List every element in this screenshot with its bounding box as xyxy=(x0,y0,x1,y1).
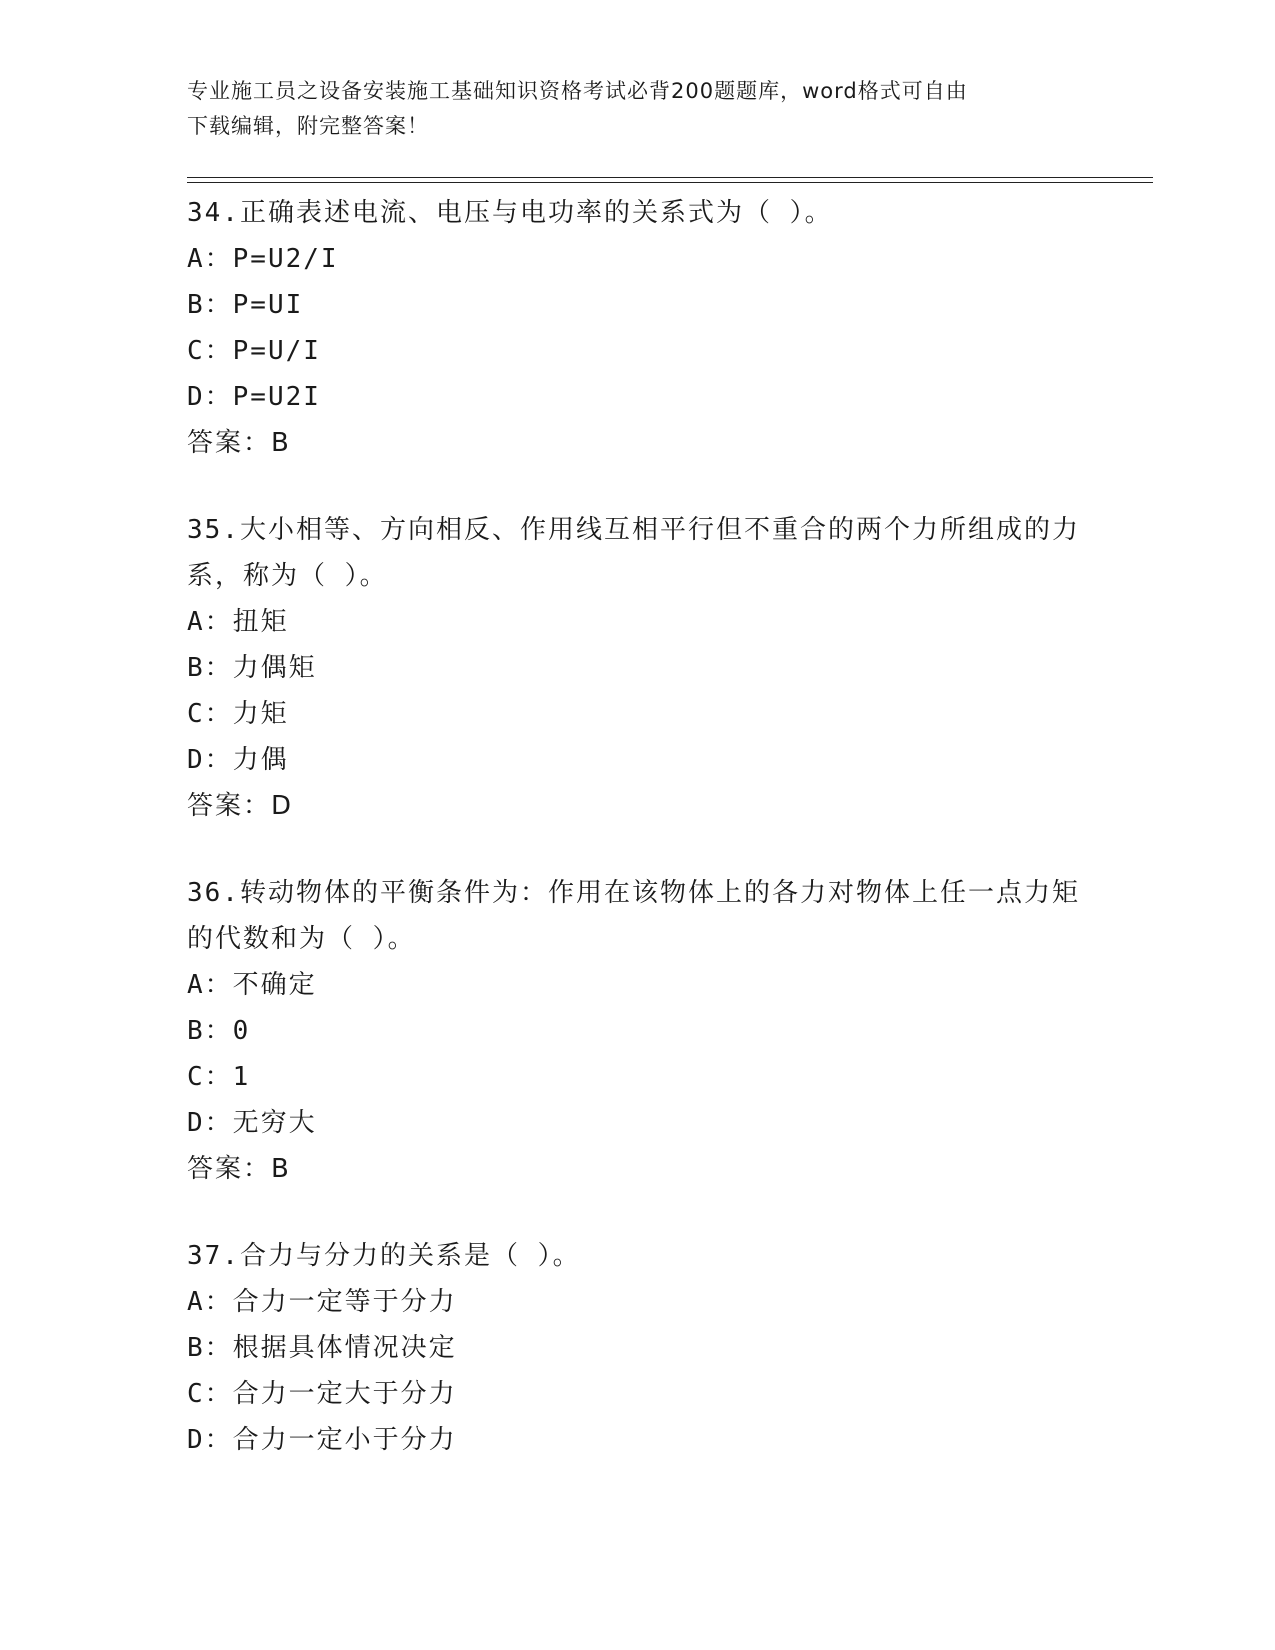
option-c: C：P=U/I xyxy=(187,336,321,366)
answer-line: 答案：B xyxy=(187,1154,291,1184)
question-stem: 36.转动物体的平衡条件为：作用在该物体上的各力对物体上任一点力矩的代数和为（ ）。 xyxy=(187,878,1080,954)
option-b: B：力偶矩 xyxy=(187,653,317,683)
option-c: C：力矩 xyxy=(187,699,289,729)
option-b: B：0 xyxy=(187,1016,251,1046)
header-line-1: 专业施工员之设备安装施工基础知识资格考试必背200题题库，word格式可自由 xyxy=(187,79,968,103)
question-stem: 35.大小相等、方向相反、作用线互相平行但不重合的两个力所组成的力系，称为（ ）。 xyxy=(187,515,1080,591)
question-37 xyxy=(187,1233,1087,1463)
document-header xyxy=(187,74,1087,144)
question-stem: 37.合力与分力的关系是（ ）。 xyxy=(187,1241,581,1271)
option-c: C：合力一定大于分力 xyxy=(187,1379,457,1409)
header-divider-bottom xyxy=(187,182,1153,183)
option-d: D：力偶 xyxy=(187,745,289,775)
question-36 xyxy=(187,870,1087,1192)
option-b: B：P=UI xyxy=(187,290,304,320)
header-divider-top xyxy=(187,177,1153,178)
option-d: D：P=U2I xyxy=(187,382,321,412)
option-d: D：合力一定小于分力 xyxy=(187,1425,457,1455)
option-b: B：根据具体情况决定 xyxy=(187,1333,457,1363)
option-a: A：合力一定等于分力 xyxy=(187,1287,457,1317)
answer-line: 答案：B xyxy=(187,428,291,458)
option-c: C：1 xyxy=(187,1062,251,1092)
header-line-2: 下载编辑，附完整答案！ xyxy=(187,114,429,138)
option-d: D：无穷大 xyxy=(187,1108,317,1138)
question-34 xyxy=(187,190,1087,466)
option-a: A：扭矩 xyxy=(187,607,289,637)
question-stem: 34.正确表述电流、电压与电功率的关系式为（ ）。 xyxy=(187,198,833,228)
option-a: A：P=U2/I xyxy=(187,244,339,274)
question-list xyxy=(187,190,1087,1504)
answer-line: 答案：D xyxy=(187,791,294,821)
question-35 xyxy=(187,507,1087,829)
option-a: A：不确定 xyxy=(187,970,317,1000)
